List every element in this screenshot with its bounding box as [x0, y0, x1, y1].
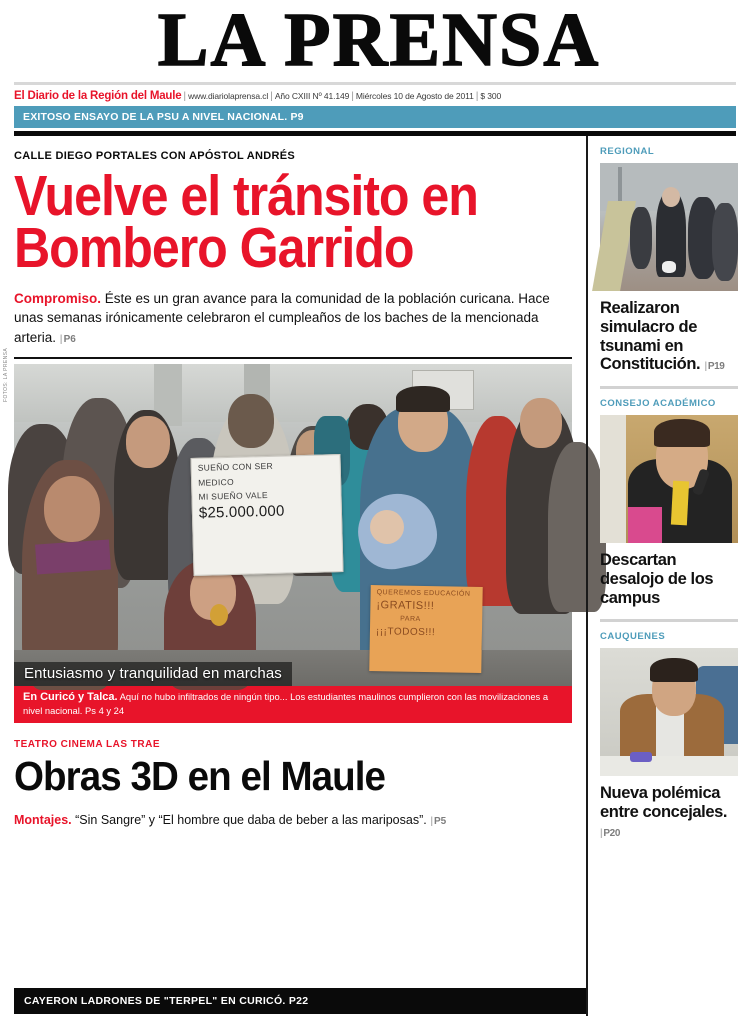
teal-strip-text: EXITOSO ENSAYO DE LA PSU A NIVEL NACIONAL. P9	[23, 110, 304, 123]
photo-credit: FOTOS: LA PRENSA	[3, 348, 9, 403]
sidebar-page-ref[interactable]	[600, 828, 620, 839]
main-photo	[14, 364, 572, 686]
sign-orange-line-2: ¡GRATIS!!!	[376, 599, 435, 613]
protest-sign-orange	[369, 585, 482, 673]
red-caption-bar	[14, 686, 572, 723]
folder-shape	[628, 507, 662, 543]
content-grid	[0, 136, 750, 1016]
masthead-tagline: El Diario de la Región del Maule	[14, 89, 182, 102]
main-headline-line-1: Vuelve el tránsito en	[14, 163, 478, 228]
masthead-date: Miércoles 10 de Agosto de 2011	[355, 90, 474, 101]
masthead-sep-2: |	[270, 89, 273, 102]
red-caption-text: Aquí no hubo infiltrados de ningún tipo... Los estudiantes maulinos cumplieron con las movilizaciones a nivel nacional. Ps 4 y 24	[23, 691, 549, 717]
teal-headline-strip[interactable]	[14, 106, 736, 128]
main-headline-line-2: Bombero Garrido	[14, 216, 414, 281]
main-photo-caption: Entusiasmo y tranquilidad en marchas	[14, 662, 292, 686]
secondary-story-page-ref[interactable]	[430, 816, 446, 827]
main-story-lede	[14, 289, 572, 348]
face-shape	[44, 476, 100, 542]
face-shape	[520, 398, 562, 448]
masthead-sep-4: |	[475, 89, 479, 102]
crowd-figure	[712, 203, 738, 281]
secondary-deck-text: “Sin Sangre” y “El hombre que daba de beber a las mariposas”.	[75, 812, 427, 827]
sidebar-photo-tsunami-drill	[600, 163, 738, 291]
sidebar-photo-councilman	[600, 648, 738, 776]
sidebar-item-consejo-academico[interactable]	[600, 398, 738, 607]
hair-shape	[650, 658, 698, 682]
sidebar-column	[586, 136, 750, 1016]
sidebar-page-ref[interactable]	[704, 361, 724, 372]
sidebar-title-text: Nueva polémica entre concejales.	[600, 784, 728, 822]
main-photo-top-rule	[14, 357, 572, 359]
sidebar-kicker-consejo: CONSEJO ACADÉMICO	[600, 398, 716, 410]
protest-sign-white	[190, 455, 343, 577]
sign-orange-line-1: QUEREMOS EDUCACIÓN	[376, 589, 471, 599]
sidebar-title-regional	[600, 299, 738, 374]
bottom-bar-text: CAYERON LADRONES DE "TERPEL" EN CURICÓ. P22	[24, 995, 309, 1007]
sidebar-title-text: Descartan desalojo de los campus	[600, 551, 714, 607]
sign-white-line-1: SUEÑO CON SER	[197, 461, 274, 474]
main-lede-label: Compromiso.	[14, 290, 102, 306]
page-ref-value: P19	[707, 361, 725, 373]
main-photo-container	[3, 348, 572, 686]
sign-white-line-3: MI SUEÑO VALE	[198, 490, 269, 503]
sidebar-item-regional[interactable]	[600, 146, 738, 374]
sign-white-line-2: MEDICO	[197, 476, 235, 488]
secondary-deck-label: Montajes.	[14, 812, 72, 827]
scarf-shape	[35, 540, 111, 575]
main-column	[0, 136, 586, 1016]
masthead	[0, 0, 750, 106]
sidebar-title-cauquenes	[600, 784, 738, 840]
main-story-kicker: CALLE DIEGO PORTALES CON APÓSTOL ANDRÉS	[14, 149, 296, 162]
main-story-headline[interactable]	[14, 163, 505, 281]
object-on-desk	[630, 752, 652, 762]
page-ref-bar: |	[704, 361, 707, 373]
sidebar-title-consejo	[600, 551, 738, 607]
page-ref-bar: |	[600, 828, 603, 840]
hair-shape	[228, 394, 274, 448]
page-ref-bar: |	[59, 333, 63, 345]
sign-orange-line-4: ¡¡¡TODOS!!!	[375, 626, 436, 639]
sidebar-title-text: Realizaron simulacro de tsunami en Constitución.	[600, 298, 701, 374]
sidebar-kicker-regional: REGIONAL	[600, 145, 655, 157]
masthead-divider	[14, 82, 736, 85]
red-caption-label: En Curicó y Talca.	[23, 691, 118, 704]
masthead-edition: Año CXIII Nº 41.149	[274, 90, 350, 101]
crowd-figure	[630, 207, 652, 269]
sign-white-amount: $25.000.000	[198, 502, 285, 523]
page-ref-bar: |	[430, 815, 434, 827]
masthead-info-line	[14, 90, 736, 106]
face-shape	[126, 416, 170, 468]
sidebar-divider	[600, 619, 738, 622]
sidebar-divider	[600, 386, 738, 389]
secondary-story-headline[interactable]: Obras 3D en el Maule	[14, 753, 386, 799]
sidebar-photo-spokesman	[600, 415, 738, 543]
hair-shape	[654, 419, 710, 447]
masthead-website[interactable]: www.diariolaprensa.cl	[188, 90, 269, 101]
desk-shape	[600, 756, 738, 776]
face-shape	[662, 187, 680, 207]
photo-wall-panel	[600, 415, 626, 543]
masthead-sep-1: |	[183, 89, 187, 102]
hair-shape	[396, 386, 450, 412]
sign-orange-line-3: PARA	[400, 616, 421, 624]
page-ref-value: P20	[603, 828, 620, 840]
page-ref-value: P5	[434, 815, 447, 827]
tie-shape	[671, 481, 689, 526]
shoe-shape	[662, 261, 676, 273]
secondary-story-deck	[14, 812, 572, 830]
main-lede-text: Éste es un gran avance para la comunidad de la población curicana. Hace unas semanas irónicamente celebraron el cumpleaños de los baches de la mencionada arteria.	[14, 290, 550, 345]
masthead-sep-3: |	[351, 89, 354, 102]
main-story-page-ref[interactable]	[60, 334, 76, 345]
sidebar-kicker-cauquenes: CAUQUENES	[600, 631, 666, 643]
secondary-story-kicker: TEATRO CINEMA LAS TRAE	[14, 739, 160, 750]
page-ref-value: P6	[63, 333, 76, 345]
masthead-title: LA PRENSA	[157, 0, 601, 82]
bottom-teaser-bar[interactable]	[14, 988, 586, 1014]
sidebar-item-cauquenes[interactable]	[600, 631, 738, 840]
masthead-price: $ 300	[480, 90, 502, 101]
